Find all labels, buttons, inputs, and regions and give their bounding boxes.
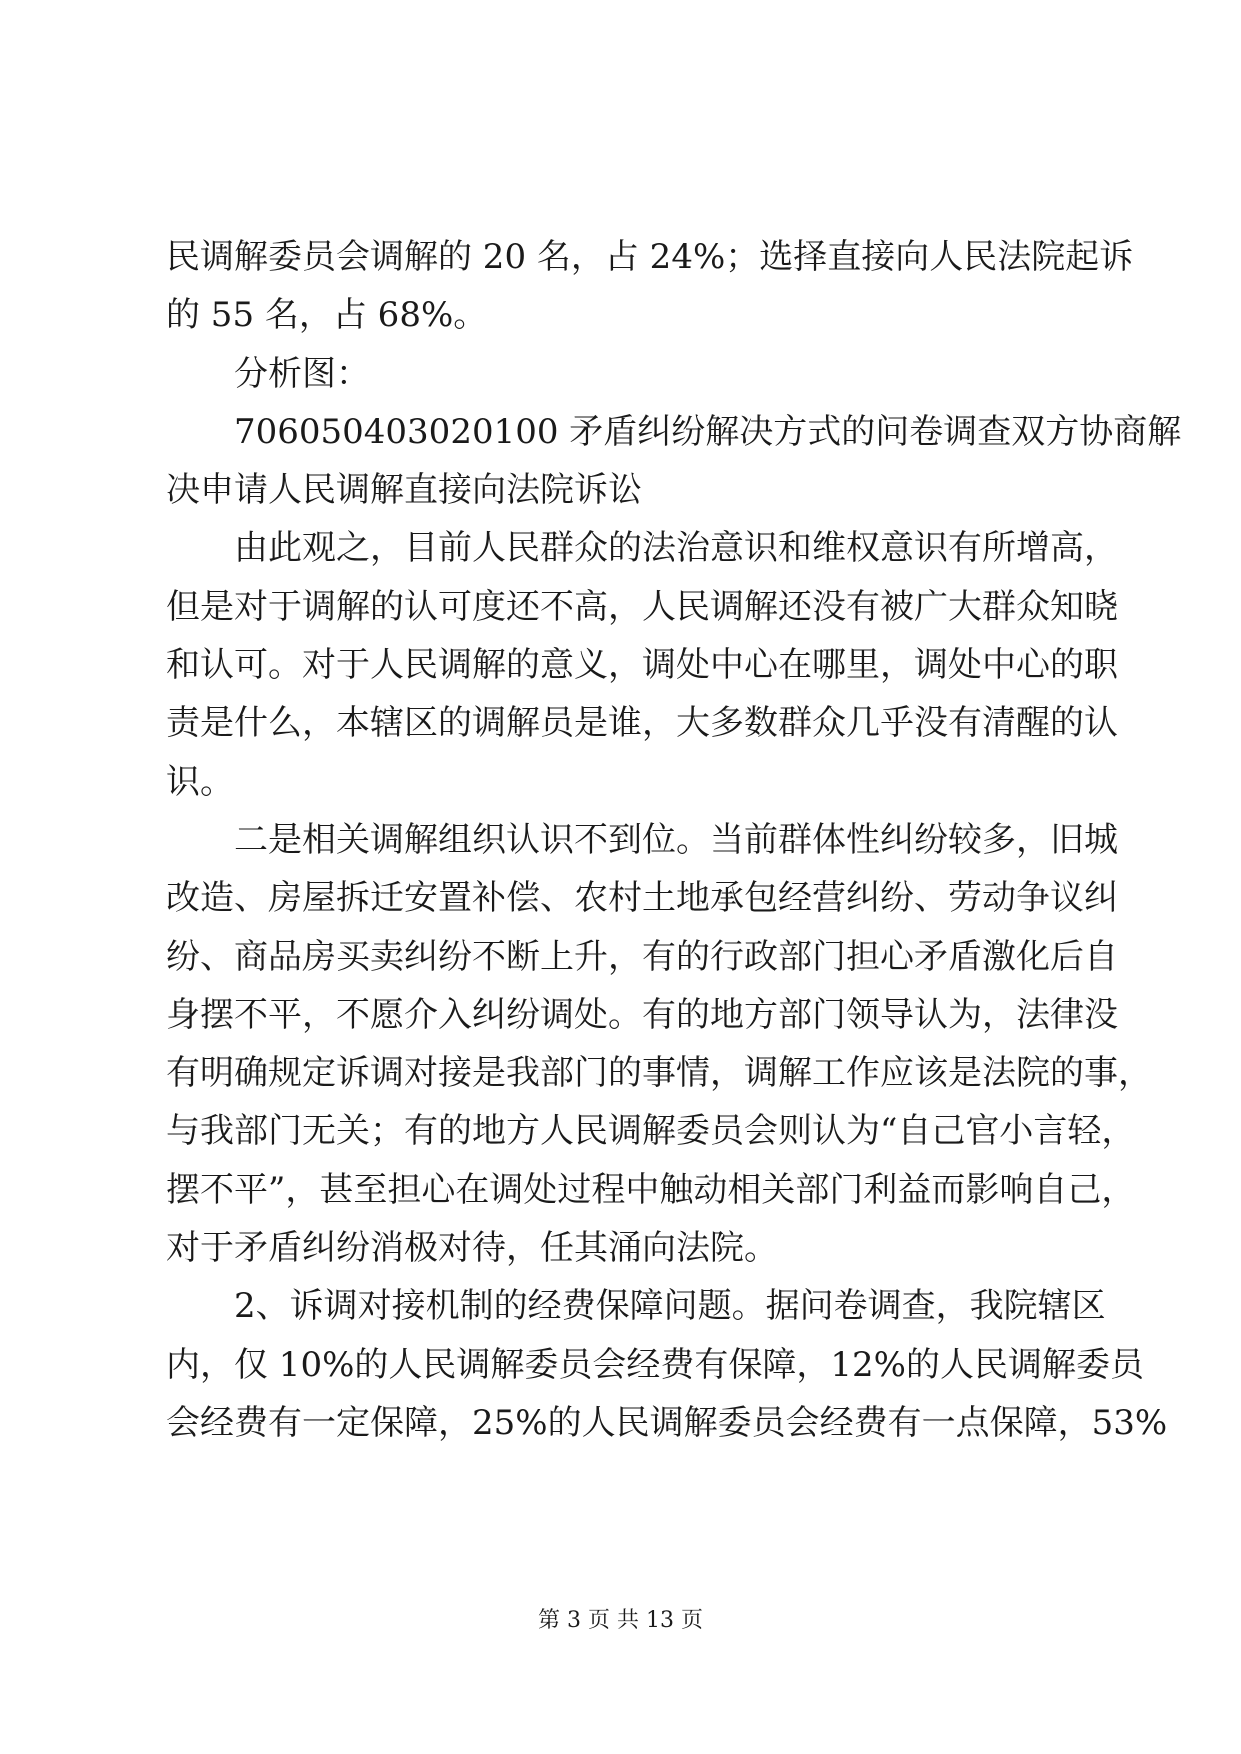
text-line: 与我部门无关；有的地方人民调解委员会则认为“自己官小言轻， <box>166 1111 1136 1152</box>
text-line: 摆不平”，甚至担心在调处过程中触动相关部门利益而影响自己， <box>166 1169 1136 1210</box>
text-line: 身摆不平，不愿介入纠纷调处。有的地方部门领导认为，法律没 <box>166 994 1118 1035</box>
text-line: 由此观之，目前人民群众的法治意识和维权意识有所增高， <box>234 528 1118 569</box>
page-footer: 第 3 页 共 13 页 <box>538 1608 703 1633</box>
text-line: 分析图： <box>234 353 370 394</box>
text-line: 和认可。对于人民调解的意义，调处中心在哪里，调处中心的职 <box>166 645 1118 686</box>
text-line: 纷、商品房买卖纠纷不断上升，有的行政部门担心矛盾激化后自 <box>166 936 1118 977</box>
text-line: 706050403020100 矛盾纠纷解决方式的问卷调查双方协商解 <box>234 411 1182 452</box>
body-text <box>166 228 1182 1452</box>
text-line: 责是什么，本辖区的调解员是谁，大多数群众几乎没有清醒的认 <box>166 703 1118 744</box>
text-line: 对于矛盾纠纷消极对待，任其涌向法院。 <box>166 1228 778 1269</box>
text-line: 内，仅 10%的人民调解委员会经费有保障，12%的人民调解委员 <box>166 1344 1144 1385</box>
text-line: 会经费有一定保障，25%的人民调解委员会经费有一点保障，53% <box>166 1402 1168 1443</box>
text-line: 二是相关调解组织认识不到位。当前群体性纠纷较多，旧城 <box>234 819 1118 860</box>
text-line: 改造、房屋拆迁安置补偿、农村土地承包经营纠纷、劳动争议纠 <box>166 878 1118 919</box>
text-line: 但是对于调解的认可度还不高，人民调解还没有被广大群众知晓 <box>166 586 1118 627</box>
text-line: 民调解委员会调解的 20 名，占 24%；选择直接向人民法院起诉 <box>166 237 1134 277</box>
text-line: 的 55 名，占 68%。 <box>166 295 488 336</box>
text-line: 2、诉调对接机制的经费保障问题。据问卷调查，我院辖区 <box>234 1286 1106 1327</box>
text-line: 识。 <box>166 761 234 802</box>
text-line: 有明确规定诉调对接是我部门的事情，调解工作应该是法院的事， <box>166 1053 1152 1094</box>
text-line: 决申请人民调解直接向法院诉讼 <box>166 470 642 511</box>
